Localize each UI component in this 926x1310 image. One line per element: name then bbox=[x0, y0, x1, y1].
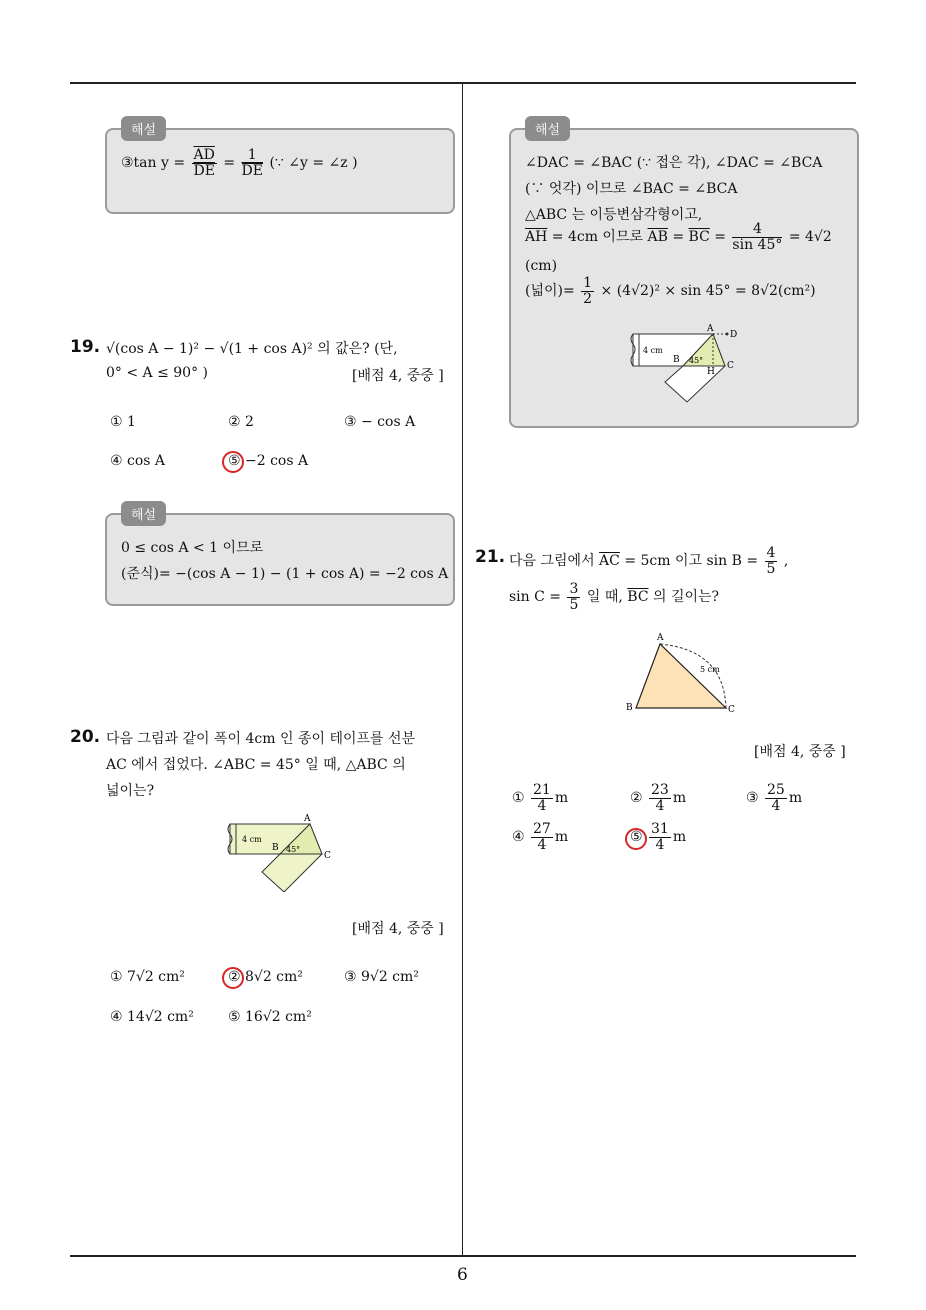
label-c: C bbox=[727, 361, 734, 371]
fraction-1-de: $\frac{1}{DE}$ bbox=[241, 147, 263, 179]
q20-figure bbox=[222, 812, 342, 892]
label-width: 4 cm bbox=[643, 346, 663, 355]
question-20-line1: 다음 그림과 같이 폭이 4cm 인 종이 테이프를 선분 bbox=[106, 731, 416, 747]
label-angle: 45° bbox=[689, 356, 704, 365]
triangle-abc bbox=[636, 644, 726, 708]
question-20-line2: AC 에서 접었다. ∠ABC = 45° 일 때, △ABC 의 bbox=[106, 757, 406, 773]
answer-circle-q21 bbox=[625, 828, 647, 850]
solution-18-line: ③tan y = $\frac{\overline{AD}}{DE}$ = $\frac{1}{DE}$ (∵ ∠y = ∠z ) bbox=[121, 147, 358, 179]
solution-20-line6: (넓이)= $\frac{1}{2}$ × (4√2)² × sin 45° = 8√2(cm²) bbox=[525, 275, 816, 307]
solution-20-line1: ∠DAC = ∠BAC (∵ 접은 각), ∠DAC = ∠BCA bbox=[525, 155, 823, 171]
point-d bbox=[726, 333, 729, 336]
q20-option-1[interactable]: ① 7√2 cm² bbox=[110, 969, 185, 985]
q19-option-1[interactable]: ① 1 bbox=[110, 414, 136, 430]
label-a: A bbox=[657, 633, 664, 643]
q19-option-2[interactable]: ② 2 bbox=[228, 414, 254, 430]
question-21-meta: [배점 4, 중중 ] bbox=[754, 744, 846, 760]
label-c: C bbox=[728, 705, 735, 715]
question-19-line1: √(cos A − 1)² − √(1 + cos A)² 의 값은? (단, bbox=[106, 341, 398, 357]
question-21-number: 21. bbox=[475, 547, 506, 567]
q21-option-4[interactable]: ④ $\frac{27}{4}$ m bbox=[512, 821, 569, 853]
q21-option-2[interactable]: ② $\frac{23}{4}$ m bbox=[630, 782, 687, 814]
solution-20-line3: △ABC 는 이등변삼각형이고, bbox=[525, 207, 703, 223]
q19-option-3[interactable]: ③ − cos A bbox=[344, 414, 416, 430]
question-19-meta: [배점 4, 중중 ] bbox=[352, 368, 444, 384]
question-21-line1: 다음 그림에서 $\overline{AC} = 5cm$ 이고 sin B = $\frac{4}{5}$ , bbox=[509, 545, 789, 577]
label-length: 5 cm bbox=[700, 665, 720, 674]
answer-circle-q19 bbox=[222, 451, 244, 473]
answer-circle-q20 bbox=[222, 967, 244, 989]
fraction-3-5: $\frac{3}{5}$ bbox=[569, 581, 579, 613]
q20-option-4[interactable]: ④ 14√2 cm² bbox=[110, 1009, 194, 1025]
label-b: B bbox=[673, 355, 680, 365]
label-b: B bbox=[626, 703, 633, 713]
question-19-line2: 0° < A ≤ 90° ) bbox=[106, 365, 209, 381]
bottom-rule bbox=[70, 1255, 856, 1257]
solution-box-19 bbox=[105, 508, 455, 606]
solution-19-line2: (준식)= −(cos A − 1) − (1 + cos A) = −2 cos A bbox=[121, 566, 449, 582]
top-rule bbox=[70, 82, 856, 84]
solution-20-line4: $\overline{AH} = 4cm$ 이므로 $\overline{AB} = \overline{BC}$ = $\frac{4}{\sin 45^\circ}$ = 4√2 bbox=[525, 221, 832, 253]
label-h: H bbox=[707, 367, 715, 377]
label-a: A bbox=[304, 814, 311, 824]
label-d: D bbox=[730, 330, 738, 340]
solution-tab: 해설 bbox=[121, 501, 166, 526]
q20-option-5[interactable]: ⑤ 16√2 cm² bbox=[228, 1009, 312, 1025]
label-c: C bbox=[324, 851, 331, 861]
q20-option-3[interactable]: ③ 9√2 cm² bbox=[344, 969, 419, 985]
solution-box-18 bbox=[105, 123, 455, 214]
question-20-meta: [배점 4, 중중 ] bbox=[352, 921, 444, 937]
q20-option-2[interactable]: ② 8√2 cm² bbox=[228, 969, 303, 985]
question-21-line2: sin C = $\frac{3}{5}$ 일 때, $\overline{BC}$ 의 길이는? bbox=[509, 581, 720, 613]
column-divider bbox=[462, 84, 463, 1256]
page-number: 6 bbox=[457, 1265, 468, 1285]
solution-19-line1: 0 ≤ cos A < 1 이므로 bbox=[121, 540, 264, 556]
sol20-figure bbox=[625, 322, 755, 404]
solution-tab: 해설 bbox=[121, 116, 166, 141]
q21-option-5[interactable]: ⑤ $\frac{31}{4}$ m bbox=[630, 821, 687, 853]
fraction-ad-de: $\frac{\overline{AD}}{DE}$ bbox=[193, 147, 215, 179]
label-width: 4 cm bbox=[242, 835, 262, 844]
solution-18-prefix: ③tan y = bbox=[121, 155, 186, 172]
solution-20-line2: (∵ 엇각) 이므로 ∠BAC = ∠BCA bbox=[525, 181, 738, 197]
fraction-4-5: $\frac{4}{5}$ bbox=[766, 545, 776, 577]
solution-tab: 해설 bbox=[525, 116, 570, 141]
q21-option-3[interactable]: ③ $\frac{25}{4}$ m bbox=[746, 782, 803, 814]
label-b: B bbox=[272, 843, 279, 853]
q19-option-5[interactable]: ⑤ −2 cos A bbox=[228, 453, 309, 469]
q21-figure bbox=[624, 630, 744, 720]
question-20-line3: 넓이는? bbox=[106, 783, 155, 799]
question-20-number: 20. bbox=[70, 727, 101, 747]
q21-option-1[interactable]: ① $\frac{21}{4}$ m bbox=[512, 782, 569, 814]
question-19-number: 19. bbox=[70, 337, 101, 357]
label-angle: 45° bbox=[286, 845, 301, 854]
label-a: A bbox=[707, 324, 714, 334]
q19-option-4[interactable]: ④ cos A bbox=[110, 453, 166, 469]
solution-20-line5: (cm) bbox=[525, 258, 558, 274]
fraction-4-sin45: $\frac{4}{\sin 45^\circ}$ bbox=[732, 221, 783, 253]
fraction-1-2: $\frac{1}{2}$ bbox=[583, 275, 593, 307]
